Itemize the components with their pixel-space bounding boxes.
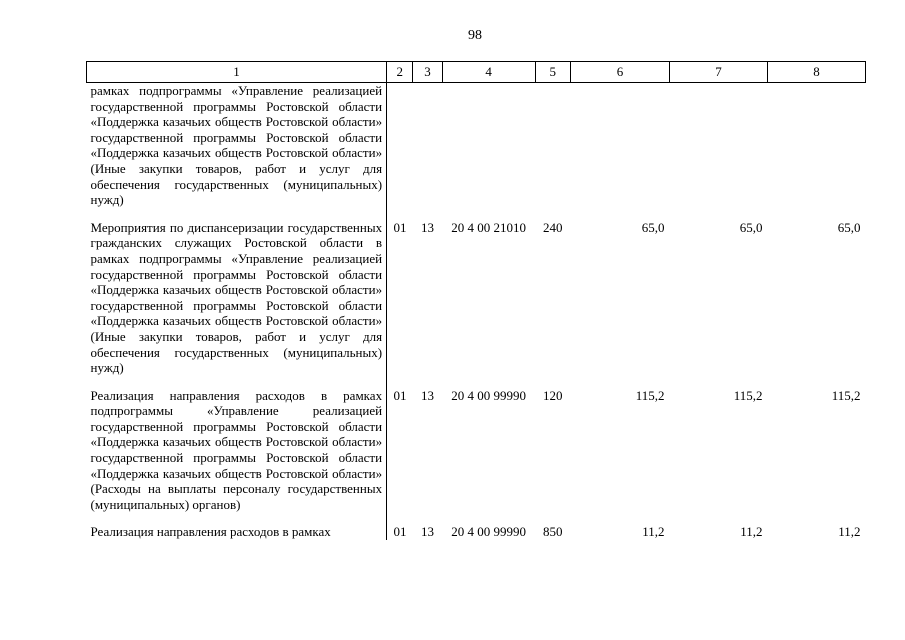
row-expense-type: 240 bbox=[543, 219, 563, 235]
table-row bbox=[87, 208, 866, 376]
table-header bbox=[87, 62, 866, 83]
header-col-4: 4 bbox=[442, 62, 535, 83]
row-amount-3: 115,2 bbox=[831, 387, 861, 403]
row-expense-type: 120 bbox=[543, 387, 563, 403]
row-subsection: 13 bbox=[420, 387, 434, 403]
row-amount-2: 115,2 bbox=[733, 387, 763, 403]
row-amount-1 bbox=[570, 83, 669, 208]
row-target-article: 20 4 00 21010 bbox=[451, 219, 526, 235]
row-subsection: 13 bbox=[420, 524, 434, 540]
header-col-1: 1 bbox=[87, 62, 387, 83]
page-number: 98 bbox=[468, 28, 482, 43]
row-description: Мероприятия по диспансеризации государственных гражданских служащих Ростовской области в рамках подпрограммы «Управление реализацией государственной программы Ростовской области «Поддержка казачьих обществ Ростовской области» государственной программы Ростовской области «Поддержка казачьих обществ Ростовской области» (Иные закупки товаров, работ и услуг для обеспечения государственных (муниципальных) нужд) bbox=[87, 208, 387, 376]
row-amount-3 bbox=[767, 83, 865, 208]
row-expense-type: 850 bbox=[543, 524, 563, 540]
row-section: 01 bbox=[393, 524, 407, 540]
table-row bbox=[87, 83, 866, 208]
row-target-article: 20 4 00 99990 bbox=[451, 524, 526, 540]
header-col-6: 6 bbox=[570, 62, 669, 83]
header-row bbox=[87, 62, 866, 83]
header-col-5: 5 bbox=[535, 62, 570, 83]
budget-table bbox=[86, 61, 866, 540]
row-amount-1: 65,0 bbox=[641, 219, 665, 235]
row-description: Реализация направления расходов в рамках подпрограммы «Управление реализацией государственной программы Ростовской области «Поддержка казачьих обществ Ростовской области» государственной программы Ростовской области «Поддержка казачьих обществ Ростовской области» (Расходы на выплаты персоналу государственных (муниципальных) органов) bbox=[87, 376, 387, 513]
row-description: рамках подпрограммы «Управление реализацией государственной программы Ростовской области «Поддержка казачьих обществ Ростовской области» государственной программы Ростовской области «Поддержка казачьих обществ Ростовской области» (Иные закупки товаров, работ и услуг для обеспечения государственных (муниципальных) нужд) bbox=[87, 83, 387, 208]
row-amount-2 bbox=[669, 83, 767, 208]
row-amount-2: 11,2 bbox=[740, 524, 763, 540]
row-section: 01 bbox=[393, 219, 407, 235]
row-amount-3: 65,0 bbox=[837, 219, 861, 235]
row-description: Реализация направления расходов в рамках bbox=[87, 512, 387, 540]
row-subsection bbox=[413, 83, 442, 208]
row-amount-1: 115,2 bbox=[635, 387, 665, 403]
row-subsection: 13 bbox=[420, 219, 434, 235]
header-col-7: 7 bbox=[669, 62, 767, 83]
table-body bbox=[87, 83, 866, 541]
row-section: 01 bbox=[393, 387, 407, 403]
row-section bbox=[387, 83, 413, 208]
row-expense-type bbox=[535, 83, 570, 208]
header-col-2: 2 bbox=[387, 62, 413, 83]
table-row bbox=[87, 512, 866, 540]
table-row bbox=[87, 376, 866, 513]
header-col-8: 8 bbox=[767, 62, 865, 83]
row-amount-2: 65,0 bbox=[739, 219, 763, 235]
row-target-article bbox=[442, 83, 535, 208]
row-amount-1: 11,2 bbox=[642, 524, 665, 540]
row-amount-3: 11,2 bbox=[838, 524, 861, 540]
header-col-3: 3 bbox=[413, 62, 442, 83]
row-target-article: 20 4 00 99990 bbox=[451, 387, 526, 403]
